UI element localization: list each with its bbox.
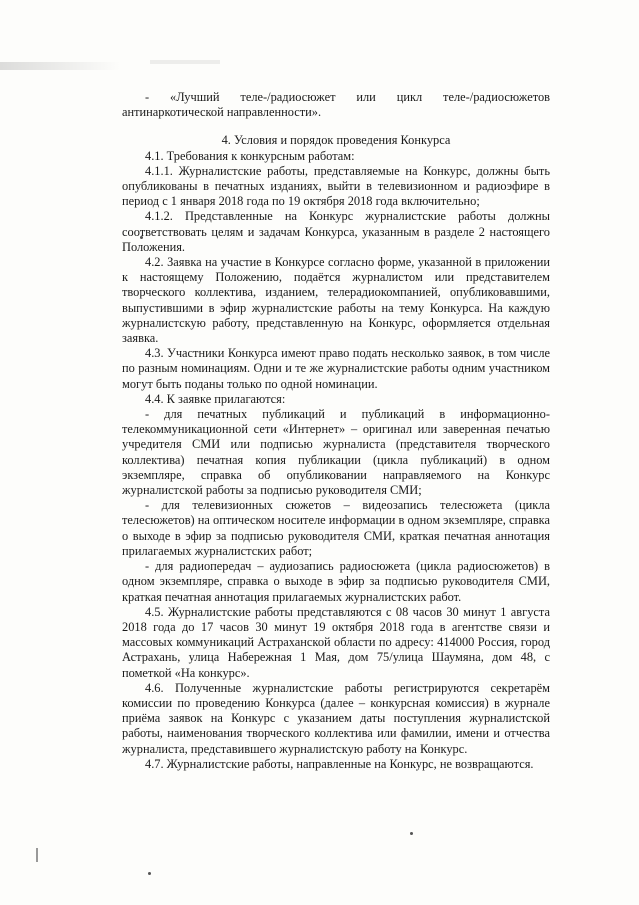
section-heading: 4. Условия и порядок проведения Конкурса [221, 133, 451, 148]
clause-4-2: 4.2. Заявка на участие в Конкурсе согласно форме, указанной в приложении к настоящему Положению, подаётся журналистом или представителем творческого коллектива, изданием, телерадиокомпанией, опубликовавшими, выпустившими в эфир журналистские работы на тему Конкурса. На каждую журналистскую работу, представленную на Конкурс, оформляется отдельная заявка. [122, 255, 550, 346]
attachment-print: - для печатных публикаций и публикаций в информационно-телекоммуникационной сети «Интернет» – оригинал или заверенная печатью учредителя СМИ или подписью журналиста (представителя творческого коллектива) печатная копия публикации (цикла публикаций) в одном экземпляре, справка об опубликовании направляемого на Конкурс журналистской работы за подписью руководителя СМИ; [122, 407, 550, 498]
attachment-tv: - для телевизионных сюжетов – видеозапись телесюжета (цикла телесюжетов) на оптическом носителе информации в одном экземпляре, справка о выходе в эфир за подписью руководителя СМИ, краткая печатная аннотация прилагаемых журналистских работ; [122, 498, 550, 558]
scan-artifact [150, 60, 220, 64]
clause-4-1-1: 4.1.1. Журналистские работы, представляемые на Конкурс, должны быть опубликованы в печатных изданиях, выйти в телевизионном и радиоэфире в период с 1 января 2018 года по 19 октября 2018 года включительно; [122, 163, 550, 209]
document-page [122, 90, 550, 772]
clause-4-7: 4.7. Журналистские работы, направленные на Конкурс, не возвращаются. [145, 756, 534, 771]
clause-4-1: 4.1. Требования к конкурсным работам: [145, 148, 355, 163]
scan-artifact [0, 62, 120, 70]
clause-4-6: 4.6. Полученные журналистские работы регистрируются секретарём комиссии по проведению Конкурса (далее – конкурсная комиссия) в журнале приёма заявок на Конкурс с указанием даты поступления журналистской работы, наименования творческого коллектива или фамилии, имени и отчества журналиста, представившего журналистскую работу на Конкурс. [122, 680, 550, 756]
award-nomination-item: - «Лучший теле-/радиосюжет или цикл теле-/радиосюжетов антинаркотической направленности». [122, 90, 550, 120]
attachment-radio: - для радиопередач – аудиозапись радиосюжета (цикла радиосюжетов) в одном экземпляре, справка о выходе в эфир за подписью руководителя СМИ, краткая печатная аннотация прилагаемых журналистских работ. [122, 559, 550, 604]
clause-4-4: 4.4. К заявке прилагаются: [145, 391, 286, 406]
scan-artifact [36, 848, 38, 862]
clause-4-5: 4.5. Журналистские работы представляются с 08 часов 30 минут 1 августа 2018 года до 17 часов 30 минут 19 октября 2018 года в агентстве связи и массовых коммуникаций Астраханской области по адресу: 414000 Россия, город Астрахань, улица Набережная 1 Мая, дом 75/улица Шаумяна, дом 48, с пометкой «На конкурс». [122, 604, 550, 680]
scan-speck [410, 832, 413, 835]
clause-4-1-2: 4.1.2. Представленные на Конкурс журналистские работы должны соответствовать целям и задачам Конкурса, указанным в разделе 2 настоящего Положения. [122, 209, 550, 254]
scan-speck [148, 872, 151, 875]
clause-4-3: 4.3. Участники Конкурса имеют право подать несколько заявок, в том числе по разным номинациям. Одни и те же журналистские работы одним участником могут быть поданы только по одной номинации. [122, 346, 550, 391]
